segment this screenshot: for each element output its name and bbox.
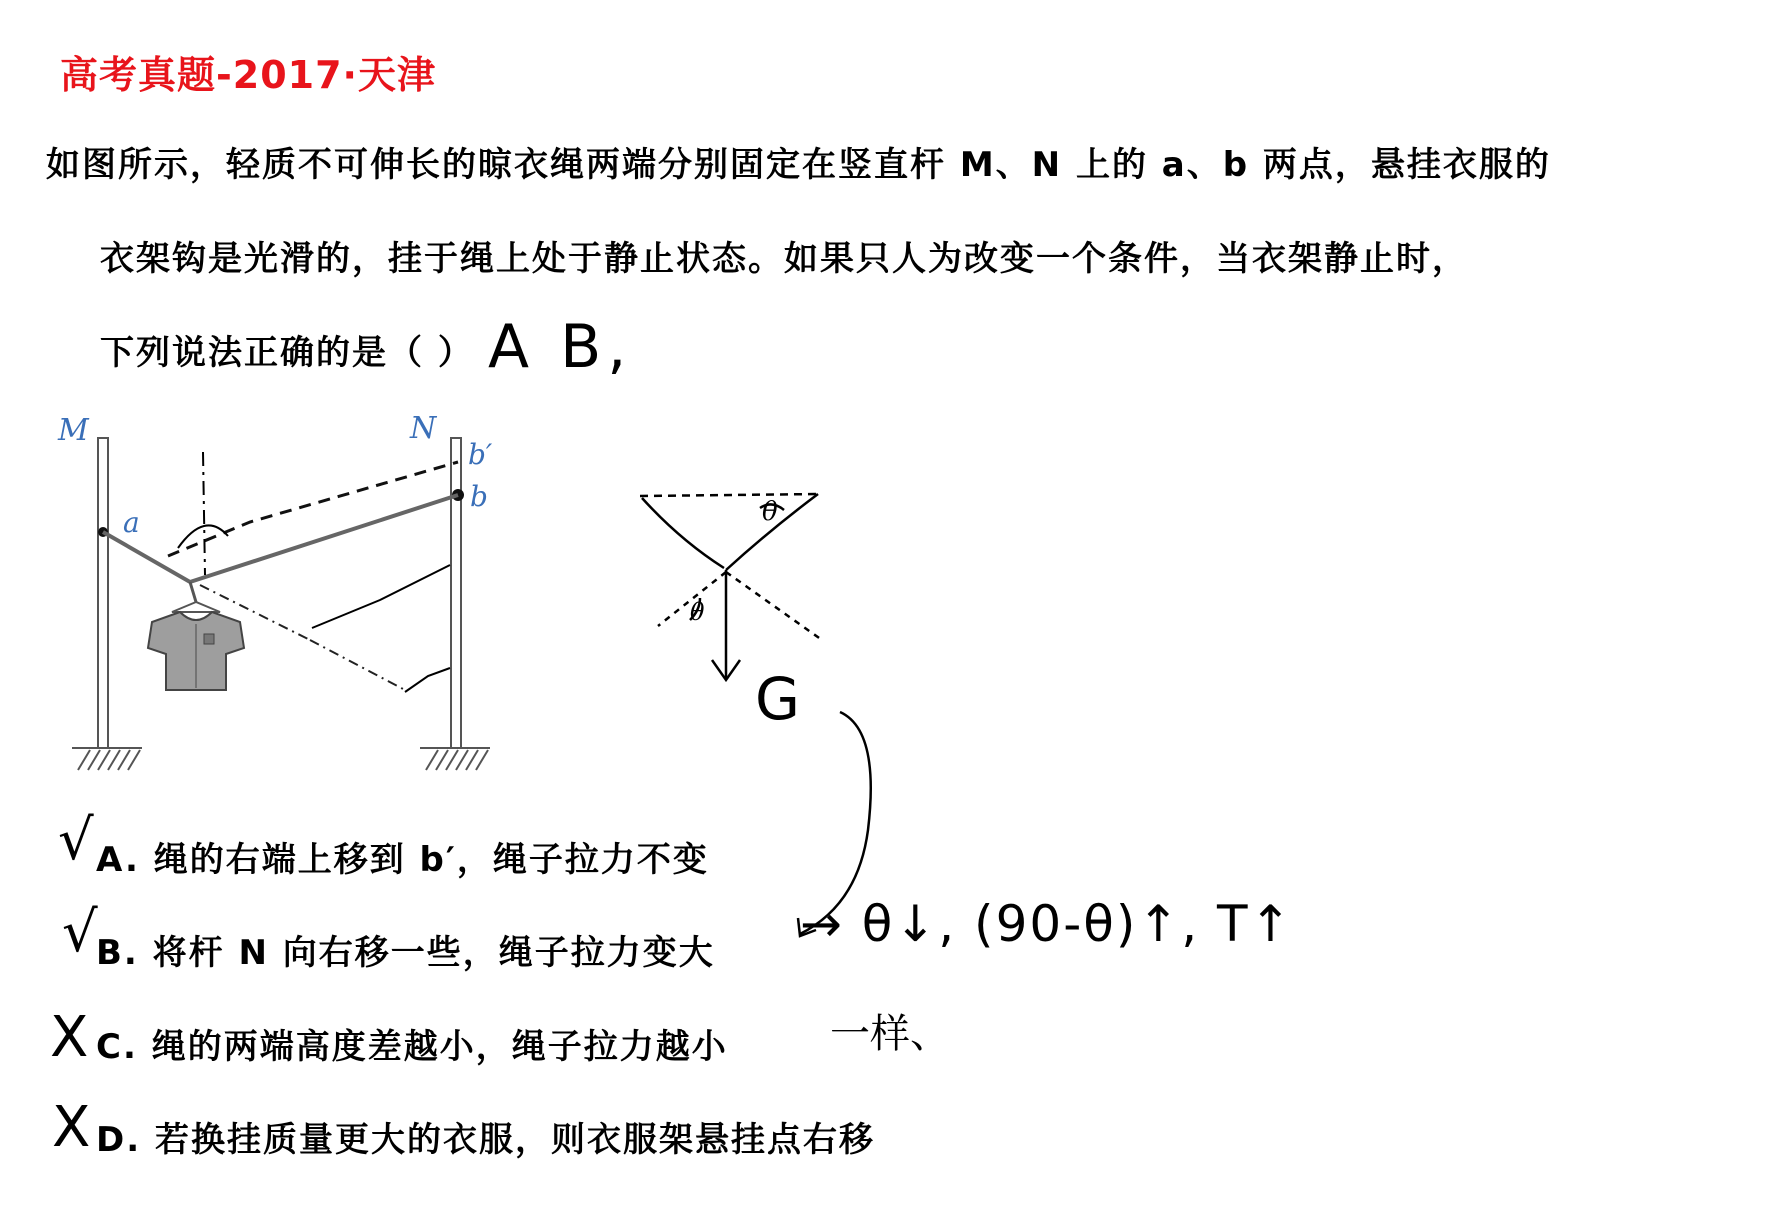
stem-line-1: 如图所示，轻质不可伸长的晾衣绳两端分别固定在竖直杆 M、N 上的 a、b 两点，悬挂衣服的	[46, 145, 1551, 185]
shirt	[148, 582, 244, 690]
label-a: a	[123, 506, 140, 539]
angle-arc	[178, 525, 228, 548]
gravity-label: G	[755, 665, 800, 733]
ground-right	[420, 748, 490, 770]
vertical-axis	[203, 452, 205, 575]
ground-left	[72, 748, 142, 770]
handwritten-note-c: 一样、	[830, 1011, 950, 1057]
option-a: A. 绳的右端上移到 b′，绳子拉力不变	[96, 840, 709, 880]
extension-line-2	[310, 640, 405, 690]
stem-line-3: 下列说法正确的是（ ）	[100, 333, 474, 373]
exam-source-title: 高考真题-2017·天津	[60, 53, 436, 97]
theta-side-label: θ	[690, 598, 705, 626]
clothesline	[103, 495, 458, 582]
check-mark-a: √	[58, 808, 94, 873]
label-m: M	[58, 413, 89, 448]
option-b: B. 将杆 N 向右移一些，绳子拉力变大	[96, 933, 715, 973]
pole-n	[451, 438, 461, 748]
label-n: N	[410, 411, 437, 446]
stem-line-2: 衣架钩是光滑的，挂于绳上处于静止状态。如果只人为改变一个条件，当衣架静止时，	[100, 239, 1468, 279]
pole-m	[98, 438, 108, 748]
handwritten-answer: A B,	[488, 312, 633, 382]
hand-line-right-2	[405, 668, 450, 692]
theta-top-label: θ	[762, 497, 778, 527]
option-d: D. 若换挂质量更大的衣服，则衣服架悬挂点右移	[96, 1120, 875, 1160]
label-b-prime: b′	[468, 438, 493, 471]
check-mark-b: √	[62, 900, 98, 965]
handwritten-note-b: → θ↓, (90-θ)↑, T↑	[800, 895, 1294, 953]
label-b: b	[470, 480, 488, 513]
cross-mark-d: X	[52, 1095, 91, 1160]
option-c: C. 绳的两端高度差越小，绳子拉力越小	[96, 1027, 728, 1067]
cross-mark-c: X	[50, 1005, 89, 1070]
hand-line-right	[312, 565, 450, 628]
